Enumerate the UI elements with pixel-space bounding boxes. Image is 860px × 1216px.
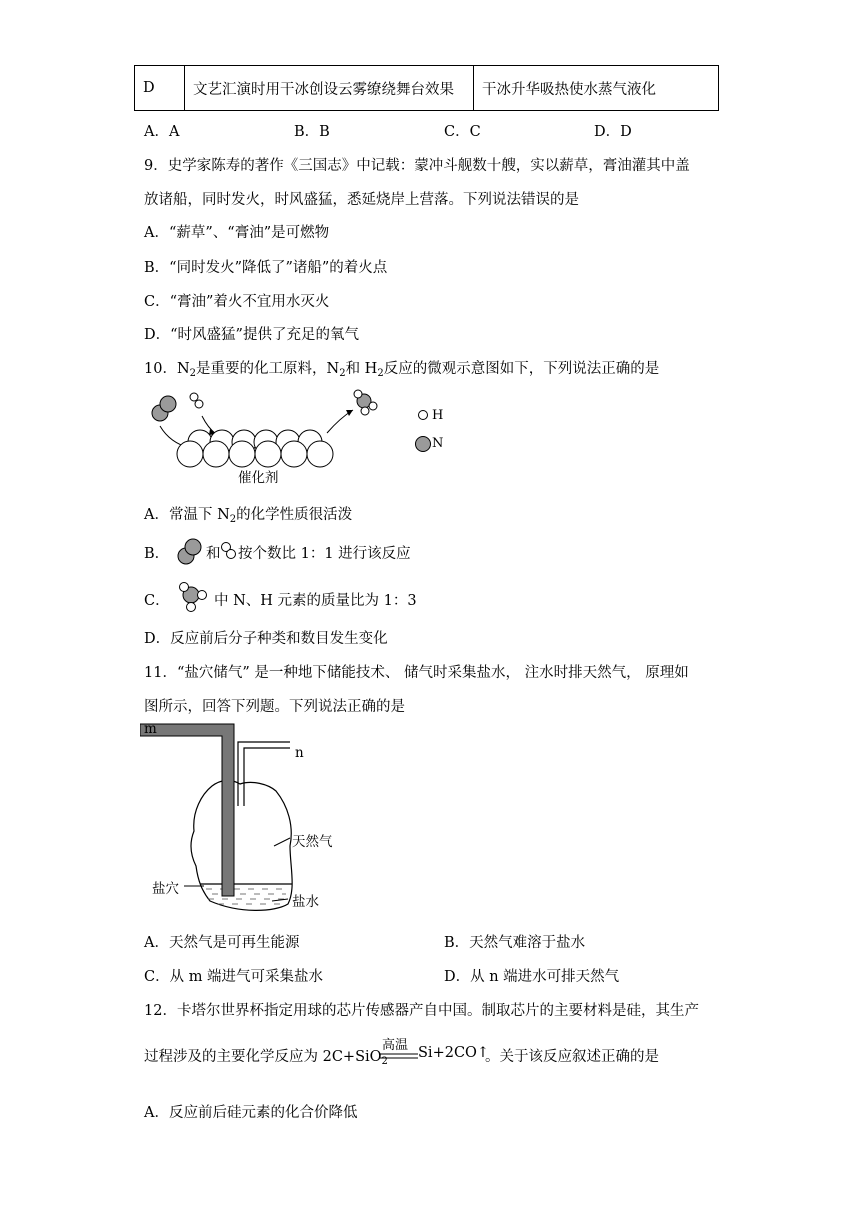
table-cell-label: D — [135, 66, 185, 111]
q12-equation: 过程涉及的主要化学反应为 2C+SiO$_2$ — [144, 1049, 388, 1067]
catalyst-label: 催化剂 — [238, 470, 279, 486]
q10-stem: 10．$N_2$是重要的化工原料，$N_2$和 $H_2$反应的微观示意图如下，下列说法正确的是 — [144, 361, 660, 379]
salt-cavern-label: 盐穴 — [152, 881, 179, 897]
q11-stem-line1: 11．“盐穴储气” 是一种地下储能技术、 储气时采集盐水， 注水时排天然气， 原理如 — [144, 665, 689, 681]
h-atom-legend-icon — [419, 411, 428, 420]
table-cell-explanation: 干冰升华吸热使水蒸气液化 — [474, 66, 719, 111]
q10-option-c-tail: 中 N、H 元素的质量比为 1：3 — [214, 593, 417, 609]
legend-h-label: H — [432, 408, 444, 423]
q10-option-b-tail: 按个数比 1：1 进行该反应 — [238, 546, 411, 562]
q9-option-c: C．“膏油”着火不宜用水灭火 — [144, 294, 330, 310]
q11-option-d: D．从 n 端进水可排天然气 — [444, 969, 620, 985]
catalyst-reaction-diagram — [140, 388, 470, 488]
equals-sign-icon — [380, 1052, 418, 1060]
q9-option-d: D．“时风盛猛”提供了充足的氧气 — [144, 327, 359, 343]
q8-option-c: C．C — [444, 124, 481, 140]
q10-option-b-mid: 和 — [206, 546, 221, 562]
q12-option-a: A．反应前后硅元素的化合价降低 — [144, 1105, 358, 1121]
q9-stem-line1: 9．史学家陈寿的著作《三国志》中记载：蒙冲斗舰数十艘，实以薪草，膏油灌其中盖 — [144, 158, 690, 174]
q10-option-c-label: C． — [144, 593, 170, 609]
q8-option-b: B．B — [294, 124, 330, 140]
q11-option-a: A．天然气是可再生能源 — [144, 935, 300, 951]
catalyst-surface-icon — [177, 430, 333, 467]
table-row — [135, 66, 719, 111]
reaction-condition: 高温 — [382, 1038, 409, 1053]
natural-gas-label: 天然气 — [292, 834, 333, 850]
q11-option-c: C．从 m 端进气可采集盐水 — [144, 969, 324, 985]
q11-option-b: B．天然气难溶于盐水 — [444, 935, 586, 951]
q10-option-b-label: B． — [144, 546, 170, 562]
option-table — [134, 65, 719, 111]
q12-stem-line1: 12．卡塔尔世界杯指定用球的芯片传感器产自中国。制取芯片的主要材料是硅，其生产 — [144, 1003, 699, 1019]
q12-stem-suffix: 。关于该反应叙述正确的是 — [485, 1049, 659, 1065]
legend-n-label: N — [432, 436, 444, 451]
n-atom-legend-icon — [416, 437, 431, 452]
h2-molecule-icon — [190, 393, 203, 408]
nh3-molecule-icon — [354, 390, 377, 415]
nh3-molecule-icon — [176, 580, 212, 614]
h2-molecule-icon — [220, 541, 238, 561]
q8-option-a: A．A — [144, 124, 180, 140]
q10-option-d: D．反应前后分子种类和数目发生变化 — [144, 631, 388, 647]
pipe-n-label: n — [295, 745, 304, 761]
q10-option-a: A．常温下 $N_2$的化学性质很活泼 — [144, 507, 353, 525]
n2-molecule-icon — [176, 538, 206, 566]
pipe-m-label: m — [144, 721, 157, 737]
reaction-products: Si+2CO↑ — [418, 1045, 490, 1061]
q8-option-d: D．D — [594, 124, 632, 140]
q9-option-b: B．“同时发火”降低了”诸船”的着火点 — [144, 260, 388, 276]
brine-label: 盐水 — [292, 894, 319, 910]
q9-option-a: A．“薪草”、“膏油”是可燃物 — [144, 225, 330, 241]
n2-molecule-icon — [152, 396, 176, 421]
q11-stem-line2: 图所示，回答下列题。下列说法正确的是 — [144, 699, 405, 715]
table-cell-description: 文艺汇演时用干冰创设云雾缭绕舞台效果 — [185, 66, 474, 111]
q9-stem-line2: 放诸船，同时发火，时风盛猛，悉延烧岸上营落。下列说法错误的是 — [144, 192, 579, 208]
